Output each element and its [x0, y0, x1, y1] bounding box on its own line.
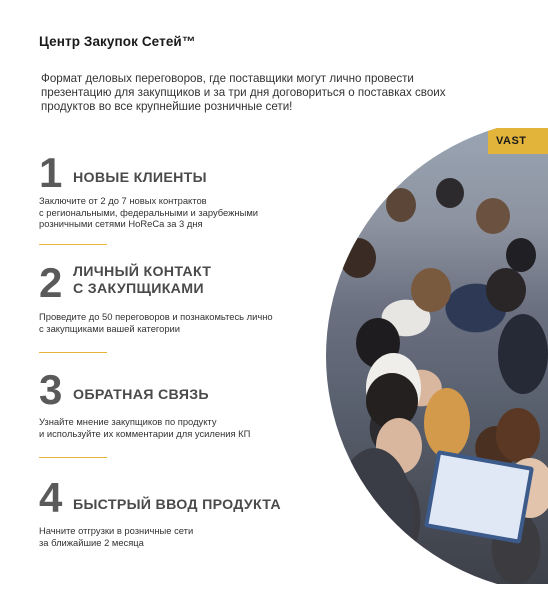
item-description [39, 525, 193, 548]
description-line: с закупщиками вашей категории [39, 322, 181, 334]
photo-person [486, 268, 526, 312]
description-line: Узнайте мнение закупщиков по продукту [39, 416, 217, 427]
event-photo-circle [326, 128, 548, 584]
item-heading: ОБРАТНАЯ СВЯЗЬ [73, 387, 209, 403]
description-line: розничными сетями HoReCa за 3 дня [39, 218, 203, 230]
item-description [39, 416, 250, 439]
description-line: с региональными, федеральными и зарубежными [39, 206, 259, 218]
description-line: за ближайшие 2 месяца [39, 536, 144, 548]
photo-person [340, 238, 376, 278]
item-description [39, 311, 273, 334]
photo-person [476, 198, 510, 234]
intro-line: презентацию для закупщиков и за три дня договориться о поставках своих [41, 86, 446, 99]
photo-person [498, 314, 548, 394]
item-number: 2 [39, 259, 63, 306]
item-number: 4 [39, 474, 63, 521]
photo-banner: VAST [488, 128, 548, 154]
description-line: Проведите до 50 переговоров и познакомьтесь лично [39, 311, 273, 322]
photo-toy [424, 388, 470, 458]
heading-line: С ЗАКУПЩИКАМИ [73, 281, 204, 297]
intro-paragraph [41, 72, 501, 114]
photo-person [386, 188, 416, 222]
accent-divider [39, 244, 107, 245]
intro-line: Формат деловых переговоров, где поставщики могут лично провести [41, 72, 414, 85]
photo-person [436, 178, 464, 208]
item-heading: БЫСТРЫЙ ВВОД ПРОДУКТА [73, 497, 281, 513]
description-line: и используйте их комментарии для усиления КП [39, 427, 251, 439]
description-line: Заключите от 2 до 7 новых контрактов [39, 195, 207, 206]
photo-person [506, 238, 536, 272]
photo-laptop [424, 450, 534, 544]
heading-line: ЛИЧНЫЙ КОНТАКТ [73, 264, 212, 280]
accent-divider [39, 352, 107, 353]
item-number: 1 [39, 149, 63, 196]
photo-person [496, 408, 540, 462]
photo-person [411, 268, 451, 312]
item-number: 3 [39, 366, 63, 413]
photo-person [334, 448, 414, 584]
item-description [39, 195, 258, 230]
event-photo [326, 128, 548, 584]
accent-divider [39, 457, 107, 458]
description-line: Начните отгрузки в розничные сети [39, 525, 194, 536]
item-heading [73, 264, 211, 298]
intro-line: продуктов во все крупнейшие розничные сети! [41, 100, 293, 113]
page-title: Центр Закупок Сетей™ [39, 34, 196, 49]
item-heading: НОВЫЕ КЛИЕНТЫ [73, 170, 207, 186]
